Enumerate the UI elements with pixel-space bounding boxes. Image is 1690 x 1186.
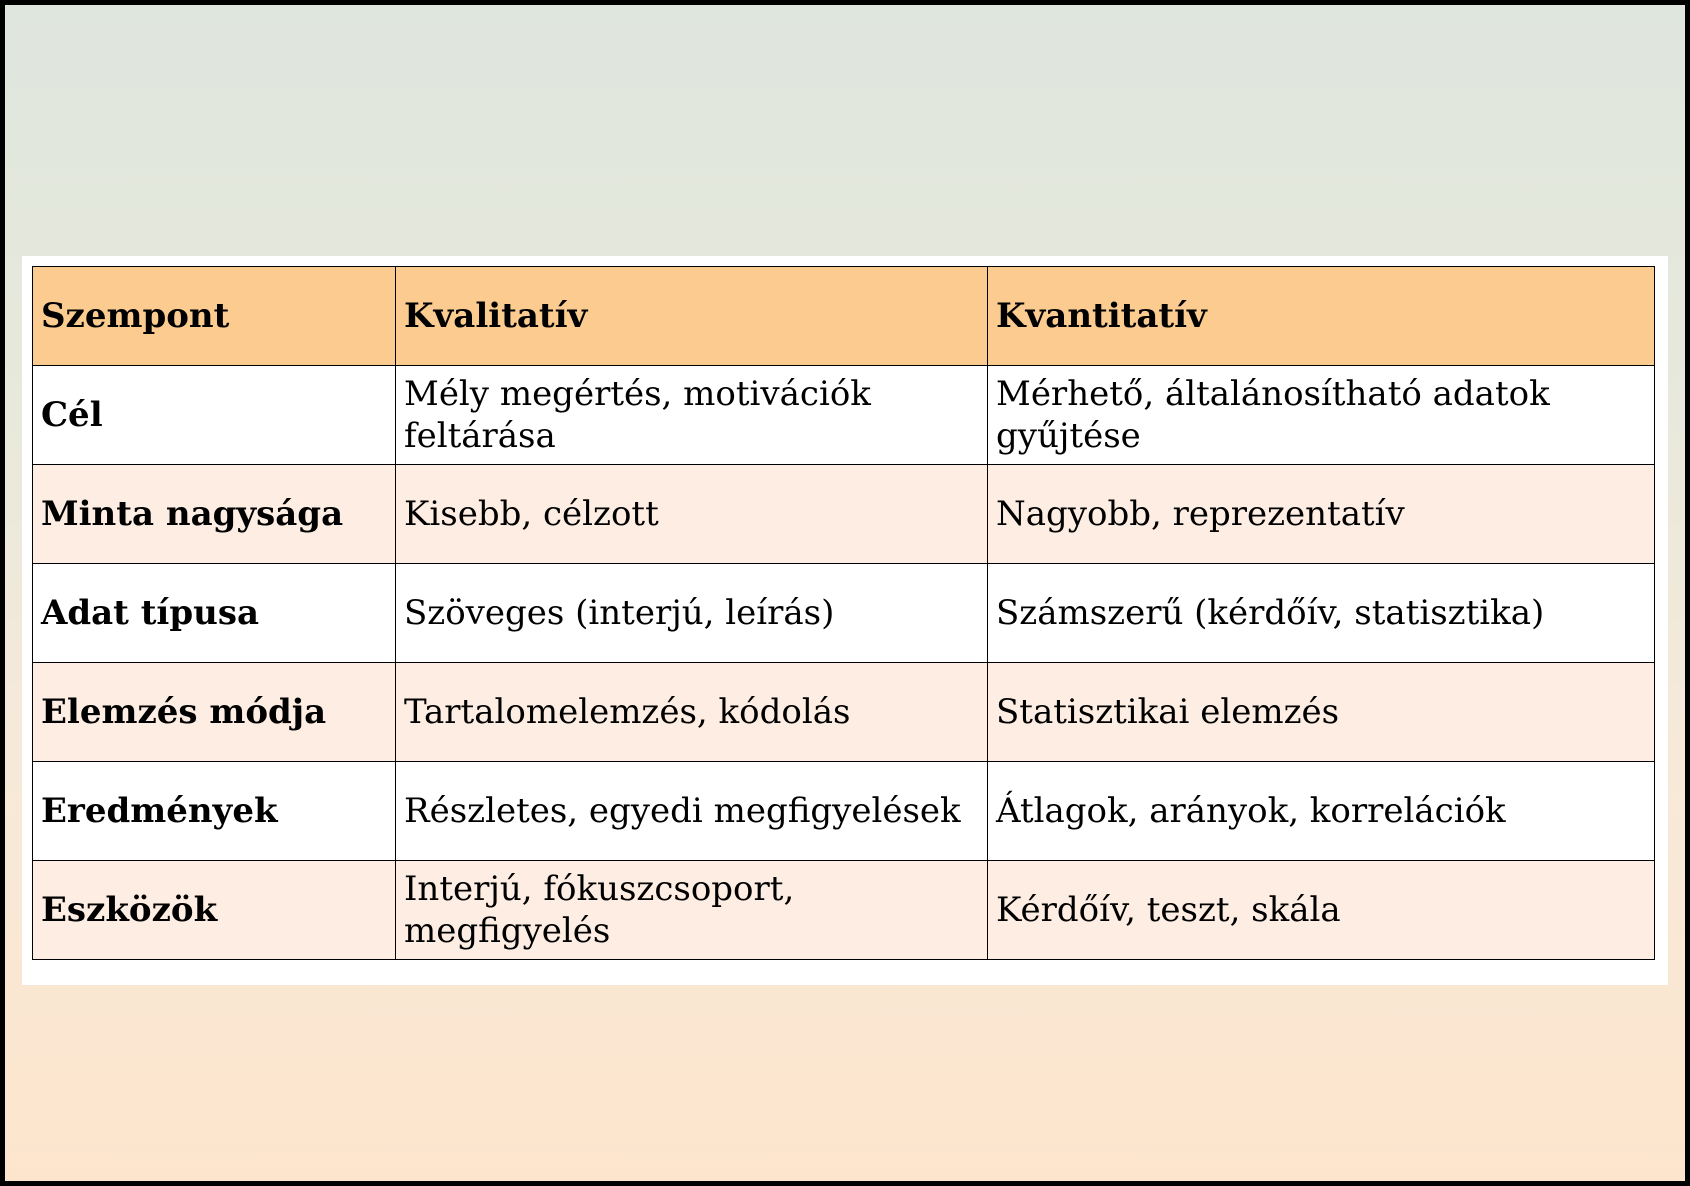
table-row xyxy=(33,861,1655,960)
row-criterion: Eredmények xyxy=(33,762,396,861)
row-criterion: Elemzés módja xyxy=(33,663,396,762)
comparison-table xyxy=(32,266,1655,960)
slide xyxy=(5,5,1685,1181)
row-qualitative: Interjú, fókuszcsoport, megfigyelés xyxy=(396,861,988,960)
row-quantitative: Mérhető, általánosítható adatok gyűjtése xyxy=(988,366,1655,465)
table-row xyxy=(33,465,1655,564)
row-qualitative: Részletes, egyedi megfigyelések xyxy=(396,762,988,861)
row-criterion: Eszközök xyxy=(33,861,396,960)
table-row xyxy=(33,366,1655,465)
table-row xyxy=(33,564,1655,663)
table-row xyxy=(33,663,1655,762)
row-qualitative: Tartalomelemzés, kódolás xyxy=(396,663,988,762)
row-quantitative: Nagyobb, reprezentatív xyxy=(988,465,1655,564)
row-qualitative: Kisebb, célzott xyxy=(396,465,988,564)
row-criterion: Minta nagysága xyxy=(33,465,396,564)
header-row xyxy=(33,267,1655,366)
header-qualitative: Kvalitatív xyxy=(396,267,988,366)
header-criterion: Szempont xyxy=(33,267,396,366)
row-quantitative: Statisztikai elemzés xyxy=(988,663,1655,762)
row-quantitative: Kérdőív, teszt, skála xyxy=(988,861,1655,960)
row-quantitative: Átlagok, arányok, korrelációk xyxy=(988,762,1655,861)
row-criterion: Cél xyxy=(33,366,396,465)
table-row xyxy=(33,762,1655,861)
header-quantitative: Kvantitatív xyxy=(988,267,1655,366)
row-criterion: Adat típusa xyxy=(33,564,396,663)
row-qualitative: Mély megértés, motivációk feltárása xyxy=(396,366,988,465)
row-quantitative: Számszerű (kérdőív, statisztika) xyxy=(988,564,1655,663)
row-qualitative: Szöveges (interjú, leírás) xyxy=(396,564,988,663)
table-panel xyxy=(22,256,1668,985)
